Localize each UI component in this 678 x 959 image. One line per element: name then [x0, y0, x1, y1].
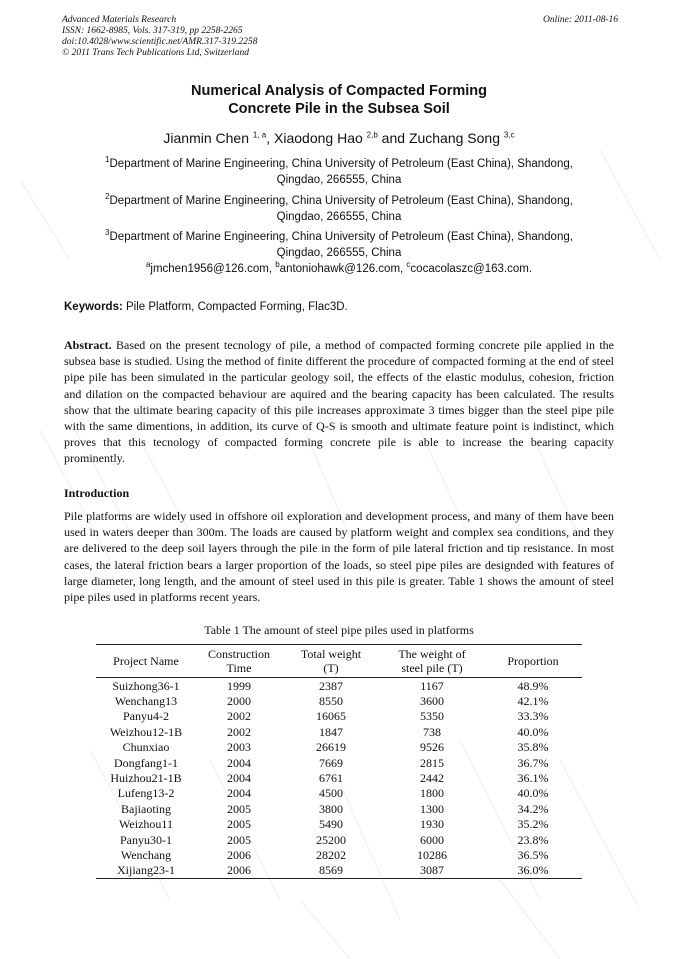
cell-total-weight: 8550 [319, 694, 343, 709]
table-row [96, 847, 582, 862]
cell-proportion: 42.1% [517, 694, 549, 709]
affiliation-text: Department of Marine Engineering, China University of Petroleum (East China), Shandong, [109, 231, 573, 243]
cell-construction-time: 2004 [227, 755, 251, 770]
title-line-2: Concrete Pile in the Subsea Soil [228, 101, 450, 117]
cell-proportion: 40.0% [517, 786, 549, 801]
table-row [96, 801, 582, 816]
cell-proportion: 36.7% [517, 755, 549, 770]
journal-name: Advanced Materials Research [62, 15, 177, 25]
cell-construction-time: 2004 [227, 771, 251, 786]
cell-proportion: 35.2% [517, 817, 549, 832]
author-name: Zuchang Song [408, 130, 501, 146]
cell-project-name: Xijiang23-1 [117, 863, 175, 878]
cell-project-name: Bajiaoting [121, 801, 171, 816]
table-body [96, 678, 582, 879]
cell-total-weight: 16065 [316, 709, 346, 724]
header-construction-time: Construction Time [208, 647, 270, 675]
author-list [60, 130, 618, 146]
affiliation-city: Qingdao, 266555, China [276, 174, 402, 186]
cell-proportion: 35.8% [517, 740, 549, 755]
cell-total-weight: 5490 [319, 817, 343, 832]
cell-construction-time: 1999 [227, 678, 251, 693]
cell-project-name: Panyu4-2 [123, 709, 169, 724]
table-row [96, 724, 582, 739]
table-row [96, 678, 582, 694]
cell-total-weight: 26619 [316, 740, 346, 755]
cell-total-weight: 7669 [319, 755, 343, 770]
cell-steel-pile-weight: 6000 [420, 832, 444, 847]
email-superscript: b [275, 260, 280, 270]
table-caption: Table 1 The amount of steel pipe piles used in platforms [204, 623, 474, 637]
affiliation-city: Qingdao, 266555, China [276, 247, 402, 259]
abstract [64, 337, 614, 467]
affiliation-city: Qingdao, 266555, China [276, 211, 402, 223]
cell-proportion: 33.3% [517, 709, 549, 724]
cell-construction-time: 2004 [227, 786, 251, 801]
steel-pile-table [96, 644, 582, 879]
cell-construction-time: 2000 [227, 694, 251, 709]
author-separator: , [266, 130, 275, 146]
online-date: Online: 2011-08-16 [542, 15, 618, 25]
cell-steel-pile-weight: 1300 [420, 801, 444, 816]
author-superscript: 3,c [503, 130, 515, 140]
title-line-1: Numerical Analysis of Compacted Forming [191, 83, 487, 99]
email-link[interactable]: jmchen1956@126.com [150, 263, 269, 275]
abstract-label: Abstract. [64, 338, 112, 352]
affiliation-number: 2 [105, 192, 110, 202]
table-row [96, 740, 582, 755]
cell-construction-time: 2003 [227, 740, 251, 755]
cell-total-weight: 6761 [319, 771, 343, 786]
paper-title [60, 82, 618, 118]
email-superscript: c [406, 260, 411, 270]
cell-steel-pile-weight: 1930 [420, 817, 444, 832]
cell-steel-pile-weight: 5350 [420, 709, 444, 724]
cell-total-weight: 2387 [319, 678, 343, 693]
table-row [96, 832, 582, 847]
cell-project-name: Chunxiao [122, 740, 170, 755]
journal-header [62, 15, 257, 59]
cell-construction-time: 2002 [227, 724, 251, 739]
affiliation-3 [66, 229, 612, 261]
cell-proportion: 48.9% [517, 678, 549, 693]
cell-proportion: 34.2% [517, 801, 549, 816]
cell-proportion: 36.1% [517, 771, 549, 786]
cell-project-name: Huizhou21-1B [110, 771, 182, 786]
table-row [96, 693, 582, 708]
header-total-weight: Total weight (T) [300, 647, 362, 675]
keywords-text: Pile Platform, Compacted Forming, Flac3D. [126, 301, 348, 313]
cell-construction-time: 2005 [227, 801, 251, 816]
issn-line: ISSN: 1662-8985, Vols. 317-319, pp 2258-2265 [62, 26, 243, 36]
affiliation-text: Department of Marine Engineering, China University of Petroleum (East China), Shandong, [109, 195, 573, 207]
email-superscript: a [145, 260, 151, 270]
cell-project-name: Panyu30-1 [120, 832, 172, 847]
table-row [96, 786, 582, 801]
email-link[interactable]: cocacolaszc@163.com. [410, 263, 533, 275]
cell-construction-time: 2002 [227, 709, 251, 724]
cell-project-name: Lufeng13-2 [117, 786, 175, 801]
affiliation-1 [66, 156, 612, 188]
cell-proportion: 36.0% [517, 863, 549, 878]
keywords-label: Keywords: [64, 301, 123, 313]
cell-project-name: Suizhong36-1 [112, 678, 180, 693]
cell-steel-pile-weight: 2815 [420, 755, 444, 770]
affiliation-number: 1 [105, 155, 110, 165]
cell-construction-time: 2006 [227, 847, 251, 862]
table-row [96, 770, 582, 785]
email-list [60, 260, 618, 275]
header-steel-pile-weight: The weight of steel pile (T) [398, 647, 466, 675]
header-proportion: Proportion [507, 654, 559, 668]
email-separator: , [268, 263, 276, 275]
cell-total-weight: 1847 [319, 724, 343, 739]
section-heading-introduction: Introduction [64, 486, 130, 500]
cell-steel-pile-weight: 2442 [420, 771, 444, 786]
cell-total-weight: 4500 [319, 786, 343, 801]
cell-project-name: Wenchang [120, 847, 172, 862]
affiliation-number: 3 [105, 228, 110, 238]
header-project-name: Project Name [113, 654, 179, 668]
cell-total-weight: 25200 [316, 832, 346, 847]
cell-proportion: 40.0% [517, 724, 549, 739]
keywords [64, 301, 348, 313]
cell-steel-pile-weight: 1167 [420, 678, 444, 693]
cell-construction-time: 2005 [227, 817, 251, 832]
cell-steel-pile-weight: 3600 [420, 694, 444, 709]
cell-steel-pile-weight: 9526 [420, 740, 444, 755]
cell-project-name: Weizhou12-1B [109, 724, 183, 739]
cell-total-weight: 28202 [316, 847, 346, 862]
cell-proportion: 23.8% [517, 832, 549, 847]
doi-line: doi:10.4028/www.scientific.net/AMR.317-319.2258 [62, 37, 258, 47]
author-name: Xiaodong Hao [274, 130, 363, 146]
table-row [96, 709, 582, 724]
cell-steel-pile-weight: 1800 [420, 786, 444, 801]
author-name: Jianmin Chen [163, 130, 250, 146]
cell-project-name: Weizhou11 [119, 817, 173, 832]
cell-steel-pile-weight: 738 [423, 724, 441, 739]
author-separator: and [377, 130, 409, 146]
author-superscript: 2,b [366, 130, 378, 140]
table-header-row [96, 645, 582, 678]
copyright-line: © 2011 Trans Tech Publications Ltd, Switzerland [62, 48, 249, 58]
cell-steel-pile-weight: 3087 [420, 863, 444, 878]
cell-proportion: 36.5% [517, 847, 549, 862]
affiliation-text: Department of Marine Engineering, China University of Petroleum (East China), Shandong, [109, 158, 573, 170]
cell-construction-time: 2005 [227, 832, 251, 847]
cell-construction-time: 2006 [227, 863, 251, 878]
cell-project-name: Wenchang13 [114, 694, 178, 709]
affiliation-2 [66, 193, 612, 225]
email-link[interactable]: antoniohawk@126.com [279, 263, 401, 275]
table-row [96, 863, 582, 879]
cell-project-name: Dongfang1-1 [114, 755, 178, 770]
email-separator: , [400, 263, 407, 275]
cell-total-weight: 8569 [319, 863, 343, 878]
author-superscript: 1, a [252, 130, 267, 140]
table-row [96, 755, 582, 770]
cell-total-weight: 3800 [319, 801, 343, 816]
table-row [96, 817, 582, 832]
cell-steel-pile-weight: 10286 [417, 847, 447, 862]
abstract-text: Based on the present tecnology of pile, a method of compacted forming concrete pile applied in the subsea base is studied. Using the method of finite different the procedure of compacted forming at the end of steel pipe pile has been simulated in the particular geology soil, the effects of the elastic modulus, cohesion, friction and dilation on the compacted behaviour are aquired and the bearing capacity has been calculated. The results show that the ultimate bearing capacity of this pile increases approximate 3 times bigger than the steel pipe pile with the same dimentions, in addition, its curve of Q-S is smooth and ultimate feature point is indistinct, which proves that this tecnology of compacted forming concrete pile is able to increase the bearing capacity prominently. [64, 338, 615, 466]
introduction-paragraph: Pile platforms are widely used in offshore oil exploration and development process, and many of them have been used in waters deeper than 300m. The loads are caused by platform weight and complex sea conditions, and they are delivered to the deep soil layers through the pile in the form of pile lateral friction and tip resistance. In most cases, the lateral friction bears a larger proportion of the loads, so steel pipe piles are designded with features of large diameter, long length, and the amount of steel used in this pile is greater. Table 1 shows the amount of steel pipe piles used in platforms recent years. [64, 509, 614, 605]
